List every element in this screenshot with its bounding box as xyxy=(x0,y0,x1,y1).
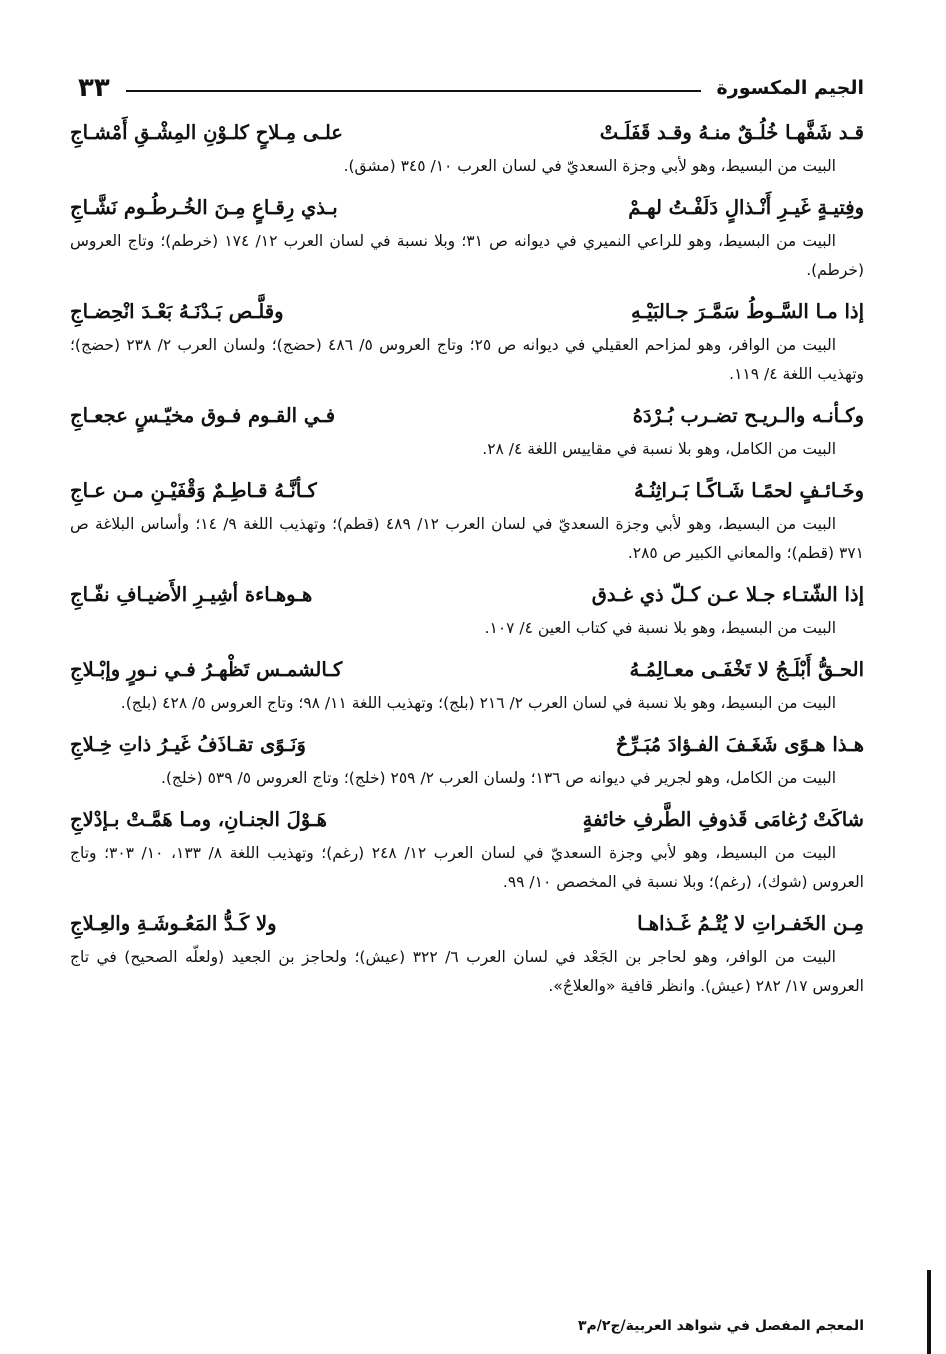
verse-note: البيت من الوافر، وهو لحاجر بن الجَعْد في لسان العرب ٦/ ٣٢٢ (عيش)؛ ولحاجز بن الجعيد (ولعلّه الصحيح) في تاج العروس ١٧/ ٢٨٢ (عيش). وانظر قافية «والعلاجُ». xyxy=(70,948,864,995)
entry-2 xyxy=(70,185,864,285)
entry-9 xyxy=(70,797,864,897)
verse-second-hemistich: ولا كَـدُّ المَعُـوشَـةِ والعِـلاجِ xyxy=(70,912,277,935)
verse-note: البيت من الوافر، وهو لمزاحم العقيلي في ديوانه ص ٢٥؛ وتاج العروس ٥/ ٤٨٦ (حضج)؛ ولسان العرب ٢/ ٢٣٨ (حضج)؛ وتهذيب اللغة ٤/ ١١٩. xyxy=(70,336,864,383)
verse-first-hemistich: قـد شَفَّهـا خُلُـقٌ منـهُ وقـد قَفَلَـتْ xyxy=(599,121,864,144)
verse-line xyxy=(70,110,864,148)
verse-second-hemistich: هَـوْلَ الجنـانِ، ومـا هَمَّـتْ بـإدْلاجِ xyxy=(70,808,327,831)
entry-1 xyxy=(70,110,864,181)
verse-second-hemistich: بـذي رِقـاعٍ مِـنَ الخُـرطُـوم نَشَّـاجِ xyxy=(70,196,338,219)
entry-7 xyxy=(70,647,864,718)
verse-second-hemistich: وقلَّـص بَـدْنَـهُ بَعْـدَ انْحِضـاجِ xyxy=(70,300,284,323)
entry-5 xyxy=(70,468,864,568)
verse-note: البيت من الكامل، وهو لجرير في ديوانه ص ١٣٦؛ ولسان العرب ٢/ ٢٥٩ (خلج)؛ وتاج العروس ٥/ ٥٣٩ (خلج). xyxy=(160,769,836,787)
entry-3 xyxy=(70,289,864,389)
verse-second-hemistich: علـى مِـلاحٍ كلـوْنِ المِشْـقِ أَمْشـاجِ xyxy=(70,121,343,144)
verse-line xyxy=(70,647,864,685)
verse-note: البيت من البسيط، وهو بلا نسبة في كتاب العين ٤/ ١٠٧. xyxy=(484,619,836,637)
page-number: ٣٣ xyxy=(78,73,110,103)
verse-line xyxy=(70,572,864,610)
verse-note: البيت من البسيط، وهو للراعي النميري في ديوانه ص ٣١؛ وبلا نسبة في لسان العرب ١٢/ ١٧٤ (خرطم)؛ وتاج العروس (خرطم). xyxy=(70,232,864,279)
running-header xyxy=(70,66,864,110)
verse-note: البيت من البسيط، وهو لأبي وجزة السعديّ في لسان العرب ١٢/ ٢٤٨ (رغم)؛ وتهذيب اللغة ٨/ ١٣٣، ١٠/ ٣٠٣؛ وتاج العروس (شوك)، (رغم)؛ وبلا نسبة في المخصص ١٠/ ٩٩. xyxy=(70,844,864,891)
chapter-title: الجيم المكسورة xyxy=(716,77,864,99)
entry-6 xyxy=(70,572,864,643)
verse-first-hemistich: وكـأنـه والـريـح تضـرب بُـرْدَهُ xyxy=(632,404,864,427)
verse-first-hemistich: وفِتيـةٍ غَيـرِ أَنْـذالٍ دَلَفْـتُ لهـمْ xyxy=(628,196,864,219)
verse-second-hemistich: كـالشمـس تَظْهـرُ فـي نـورٍ وإبْـلاجِ xyxy=(70,658,343,681)
header-rule xyxy=(126,90,701,92)
verse-line xyxy=(70,185,864,223)
verse-line xyxy=(70,289,864,327)
verse-note: البيت من البسيط، وهو لأبي وجزة السعديّ في لسان العرب ١٠/ ٣٤٥ (مشق). xyxy=(343,157,836,175)
verse-note: البيت من البسيط، وهو لأبي وجزة السعديّ في لسان العرب ١٢/ ٤٨٩ (قطم)؛ وتهذيب اللغة ٩/ ١٤؛ وأساس البلاغة ص ٣٧١ (قطم)؛ والمعاني الكبير ص ٢٨٥. xyxy=(70,515,864,562)
page-footer: المعجم المفصل في شواهد العربية/ج٢/م٣ xyxy=(578,1318,864,1334)
margin-edge-line xyxy=(927,1270,931,1354)
verse-first-hemistich: الحـقُّ أَبْلَـجُ لا تَخْفَـى معـالِمُـهُ xyxy=(629,658,864,681)
verse-first-hemistich: مِـن الخَفـراتِ لا يُتْـمُ غَـذاهـا xyxy=(637,912,864,935)
verse-note: البيت من البسيط، وهو بلا نسبة في لسان العرب ٢/ ٢١٦ (بلج)؛ وتهذيب اللغة ١١/ ٩٨؛ وتاج العروس ٥/ ٤٢٨ (بلج). xyxy=(120,694,836,712)
verse-line xyxy=(70,901,864,939)
verse-line xyxy=(70,797,864,835)
verse-first-hemistich: إذا مـا السَّـوطُ سَمَّـرَ جـالبَيْـهِ xyxy=(630,300,864,323)
entry-4 xyxy=(70,393,864,464)
verse-first-hemistich: وخَـائـفٍ لحمًـا شَـاكًـا بَـراثِنُـهُ xyxy=(633,479,864,502)
verse-line xyxy=(70,722,864,760)
verse-note: البيت من الكامل، وهو بلا نسبة في مقاييس اللغة ٤/ ٢٨. xyxy=(482,440,836,458)
verse-second-hemistich: وَنَـوًى تقـاذَفُ غَيـرُ ذاتِ خِـلاجِ xyxy=(70,733,306,756)
verse-second-hemistich: كـأنَّـهُ قـاطِـمٌ وَقْفَيْـنِ مـن عـاجِ xyxy=(70,479,317,502)
verse-first-hemistich: هـذا هـوًى شَغَـفَ الفـؤادَ مُبَـرِّحٌ xyxy=(615,733,864,756)
verse-second-hemistich: فـي القـوم فـوق مخيّـسٍ عجعـاجِ xyxy=(70,404,336,427)
entry-8 xyxy=(70,722,864,793)
verse-first-hemistich: إذا الشّتـاء جـلا عـن كـلّ ذي غـدق xyxy=(591,583,864,606)
verse-first-hemistich: شاكَتْ رُغامَى قَذوفِ الطَّرفِ خائفةٍ xyxy=(582,808,864,831)
page xyxy=(70,66,864,1334)
verse-line xyxy=(70,468,864,506)
verse-line xyxy=(70,393,864,431)
entry-10 xyxy=(70,901,864,1001)
verse-second-hemistich: هـوهـاءة أشِيـرِ الأَضيـافِ نفّـاجِ xyxy=(70,583,313,606)
